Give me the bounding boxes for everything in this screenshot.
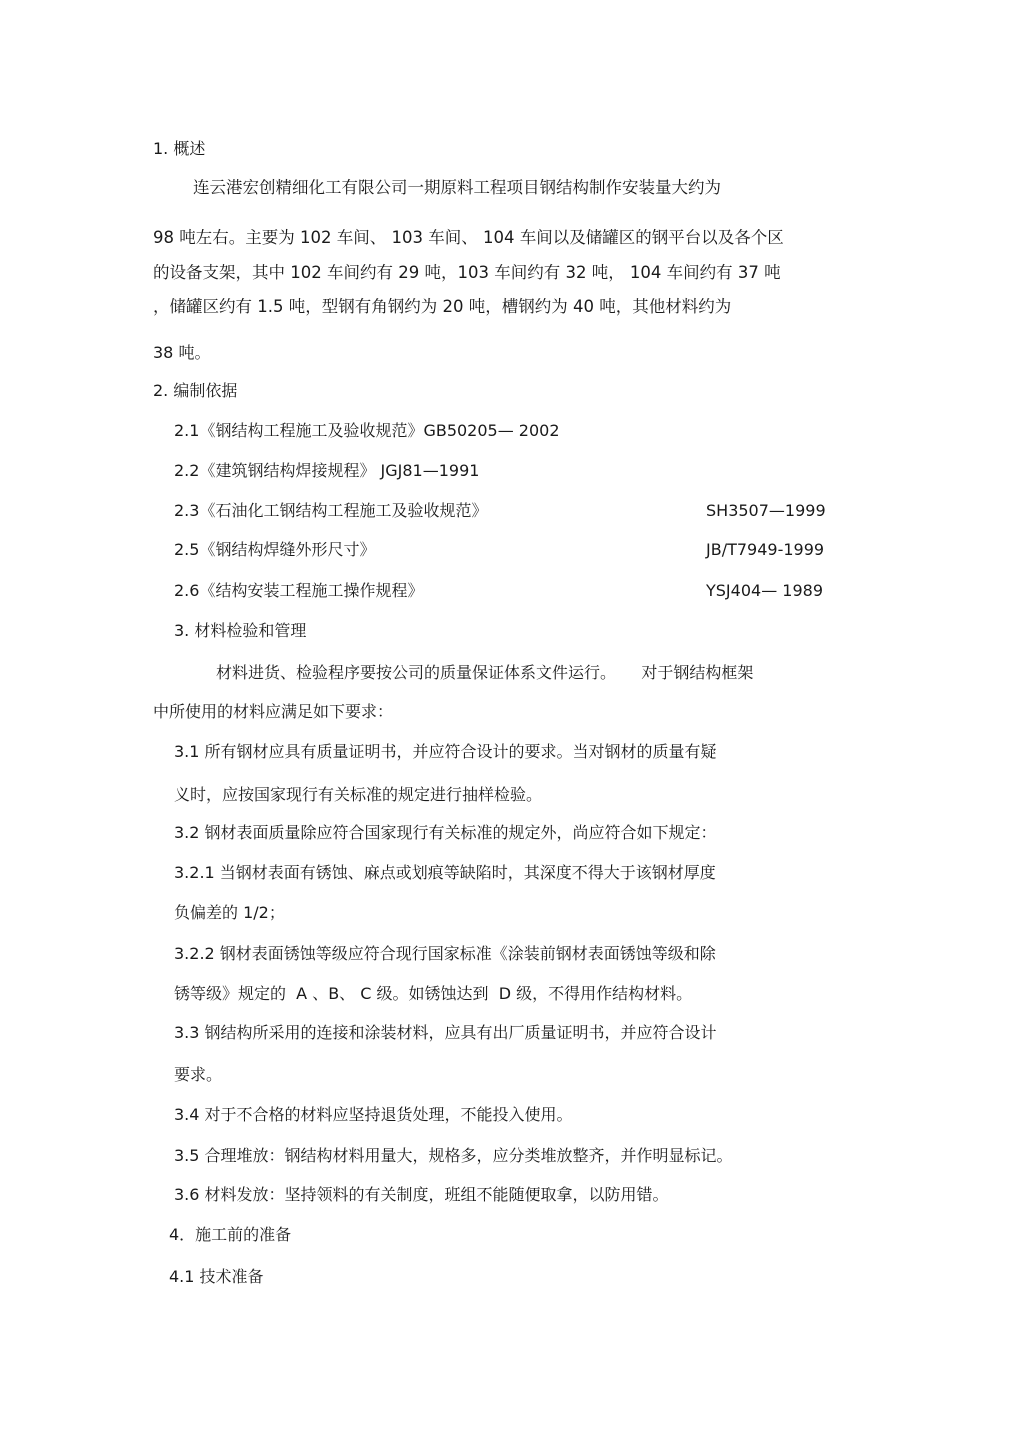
requirement-3-2-2-line: 锈等级》规定的 A 、B、 C 级。如锈蚀达到 D 级，不得用作结构材料。 <box>174 984 693 1003</box>
section-3-intro-line: 中所使用的材料应满足如下要求： <box>153 702 394 721</box>
requirement-3-4: 3.4 对于不合格的材料应坚持退货处理，不能投入使用。 <box>174 1105 573 1124</box>
section-1-heading: 1. 概述 <box>153 139 206 158</box>
section-3-intro-line: 材料进货、检验程序要按公司的质量保证体系文件运行。 对于钢结构框架 <box>216 663 754 682</box>
reference-code: SH3507—1999 <box>706 501 826 520</box>
reference-title: 2.3《石油化工钢结构工程施工及验收规范》 <box>174 501 488 520</box>
section-1-paragraph-line: ，储罐区约有 1.5 吨，型钢有角钢约为 20 吨，槽钢约为 40 吨，其他材料约为 <box>153 297 732 316</box>
section-1-paragraph-line: 的设备支架，其中 102 车间约有 29 吨，103 车间约有 32 吨， 104 车间约有 37 吨 <box>153 263 781 282</box>
requirement-3-2-1-line: 3.2.1 当钢材表面有锈蚀、麻点或划痕等缺陷时，其深度不得大于该钢材厚度 <box>174 863 716 882</box>
requirement-3-1-line: 3.1 所有钢材应具有质量证明书，并应符合设计的要求。当对钢材的质量有疑 <box>174 742 717 761</box>
section-3-heading: 3. 材料检验和管理 <box>174 621 307 640</box>
section-1-paragraph-line: 98 吨左右。主要为 102 车间、 103 车间、 104 车间以及储罐区的钢平台以及各个区 <box>153 228 784 247</box>
section-4-heading: 4．施工前的准备 <box>169 1225 292 1244</box>
section-1-paragraph-line: 连云港宏创精细化工有限公司一期原料工程项目钢结构制作安装量大约为 <box>193 178 721 197</box>
section-2-heading: 2. 编制依据 <box>153 381 238 400</box>
requirement-3-3-line: 要求。 <box>174 1065 223 1084</box>
reference-code: JB/T7949-1999 <box>706 540 825 559</box>
requirement-3-6: 3.6 材料发放：坚持领料的有关制度，班组不能随便取拿，以防用错。 <box>174 1185 669 1204</box>
reference-title: 2.5《钢结构焊缝外形尺寸》 <box>174 540 376 559</box>
requirement-3-2-1-line: 负偏差的 1/2； <box>174 903 285 922</box>
requirement-3-1-line: 义时，应按国家现行有关标准的规定进行抽样检验。 <box>174 785 543 804</box>
section-4-1-heading: 4.1 技术准备 <box>169 1267 264 1286</box>
requirement-3-5: 3.5 合理堆放：钢结构材料用量大，规格多，应分类堆放整齐，并作明显标记。 <box>174 1146 733 1165</box>
requirement-3-2-2-line: 3.2.2 钢材表面锈蚀等级应符合现行国家标准《涂装前钢材表面锈蚀等级和除 <box>174 944 716 963</box>
requirement-3-3-line: 3.3 钢结构所采用的连接和涂装材料，应具有出厂质量证明书，并应符合设计 <box>174 1023 717 1042</box>
reference-title: 2.2《建筑钢结构焊接规程》 JGJ81—1991 <box>174 461 480 480</box>
section-1-paragraph-line: 38 吨。 <box>153 343 211 362</box>
reference-title: 2.6《结构安装工程施工操作规程》 <box>174 581 424 600</box>
reference-title: 2.1《钢结构工程施工及验收规范》GB50205— 2002 <box>174 421 560 440</box>
reference-code: YSJ404— 1989 <box>706 581 823 600</box>
requirement-3-2: 3.2 钢材表面质量除应符合国家现行有关标准的规定外，尚应符合如下规定： <box>174 823 717 842</box>
